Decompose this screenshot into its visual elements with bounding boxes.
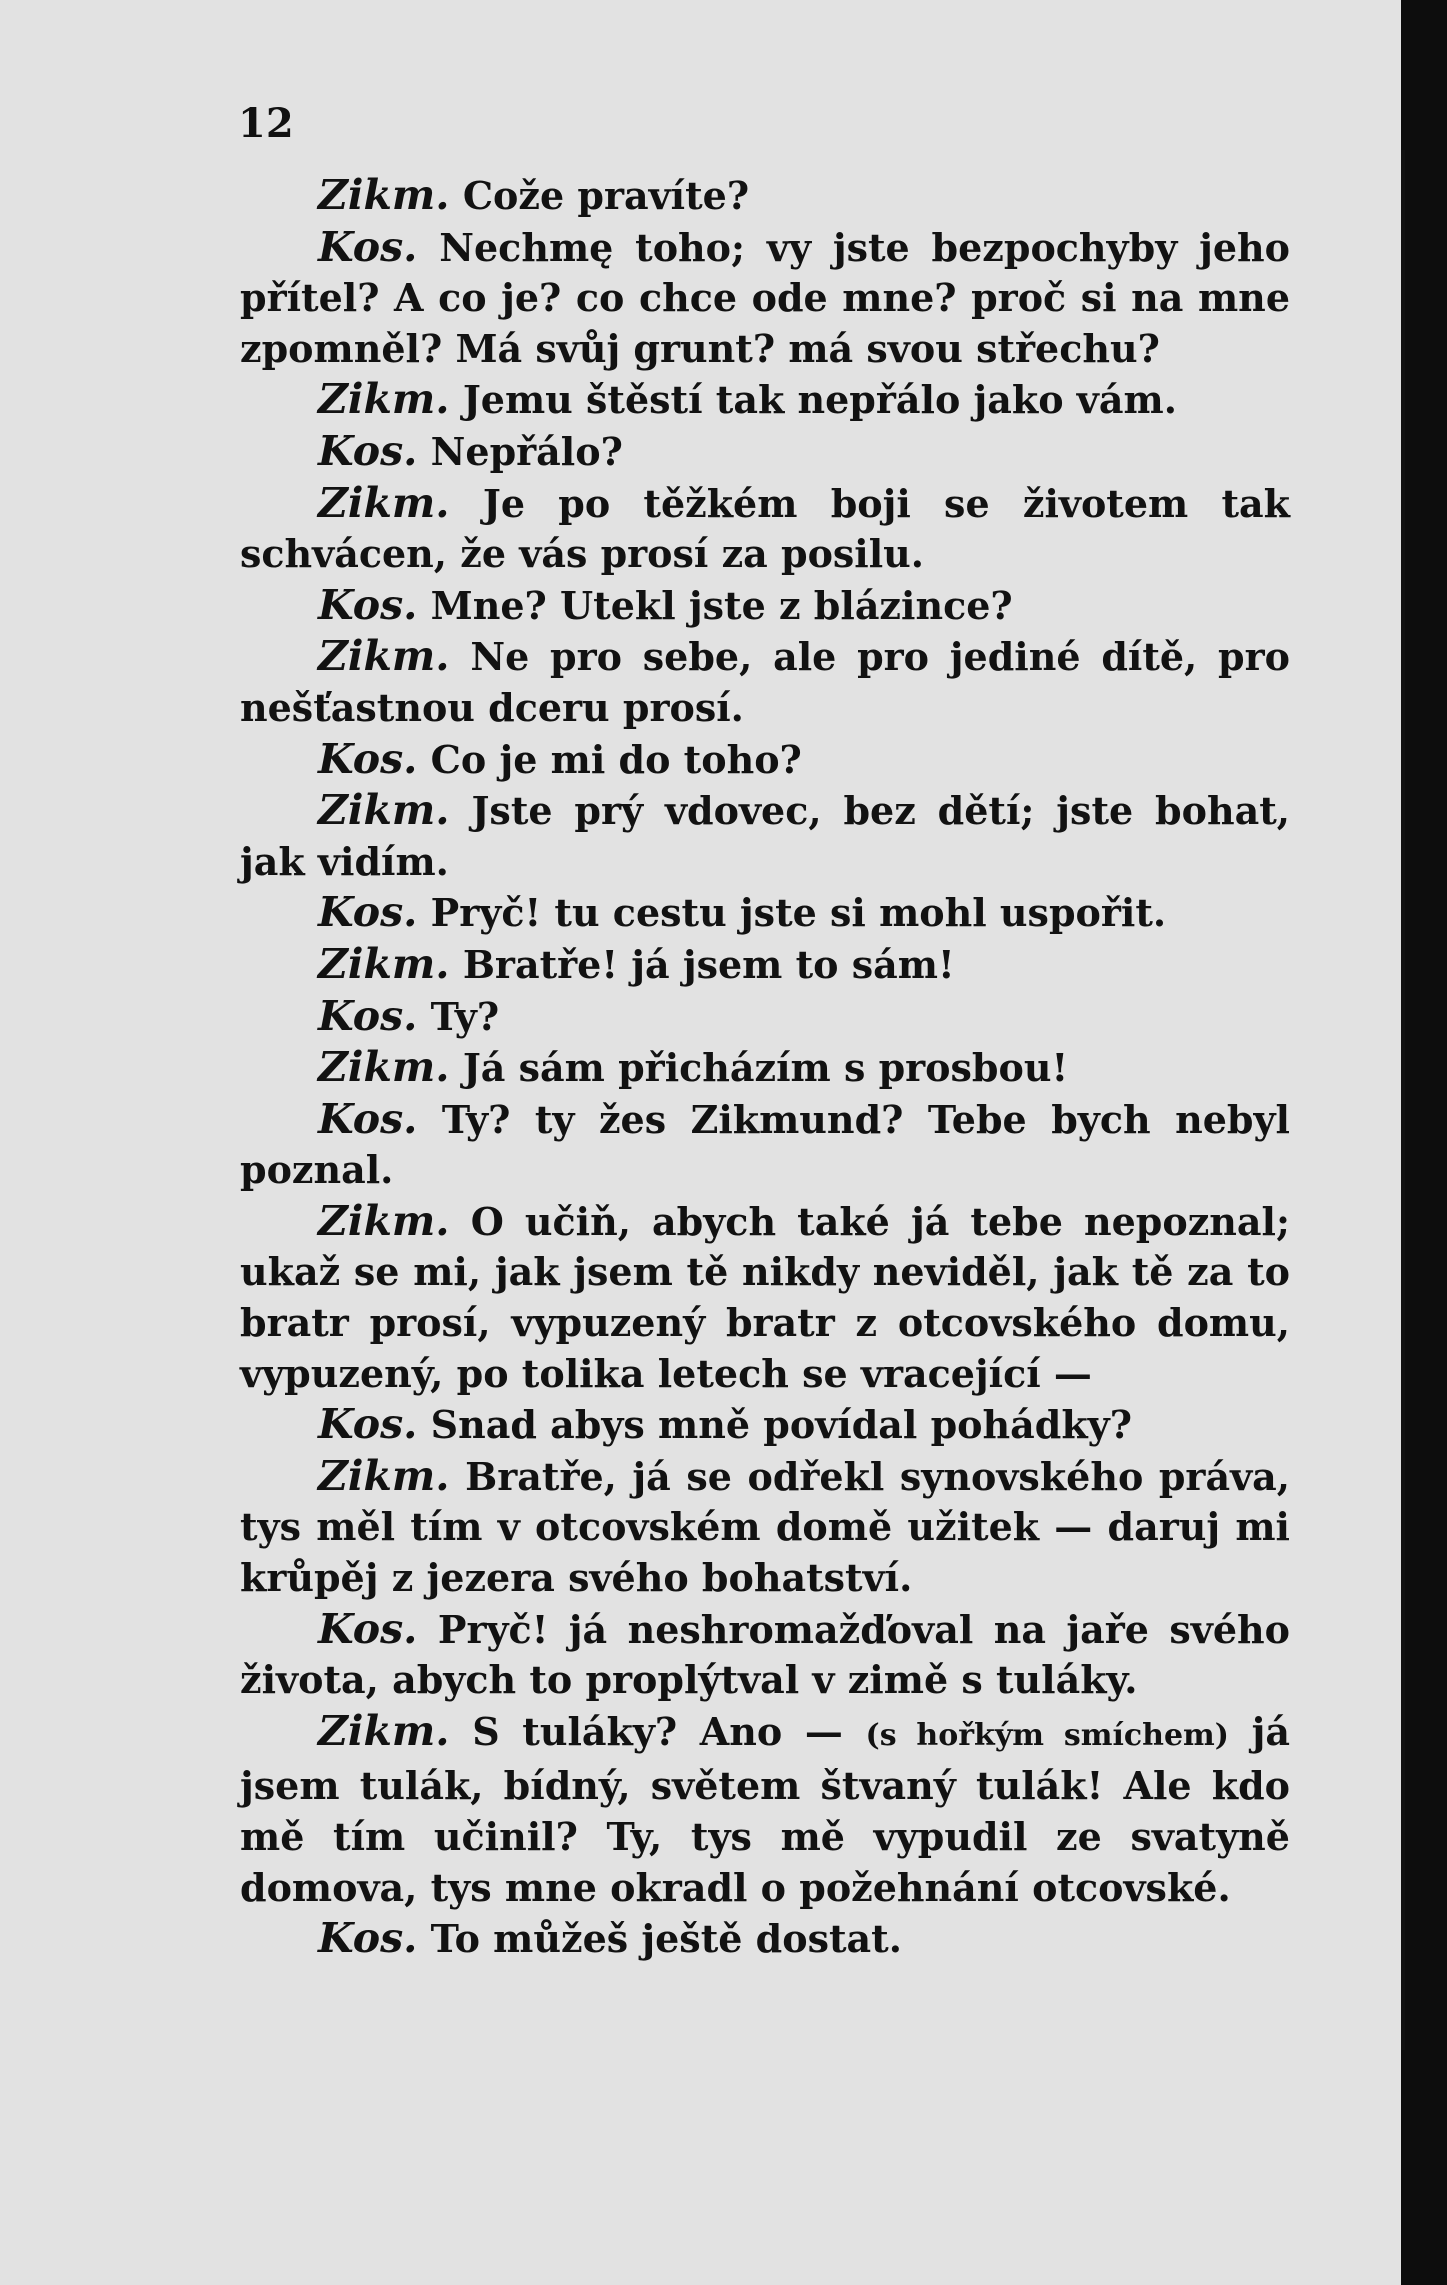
speaker-name: Zikm.	[318, 939, 450, 988]
dialogue-line	[240, 1913, 1290, 1965]
line-text: Bratře, já se odřekl synovského práva, tys měl tím v otcovském domě užitek — daruj mi krůpěj z jezera svého bohatství.	[240, 1453, 1290, 1601]
dialogue-line	[240, 1196, 1290, 1399]
speaker-name: Zikm.	[318, 632, 450, 681]
line-text: Pryč! tu cestu jste si mohl uspořit.	[430, 890, 1167, 936]
line-text: Cože pravíte?	[462, 173, 750, 218]
dialogue-line	[240, 1604, 1290, 1706]
dialogue-line	[240, 426, 1290, 478]
dialogue-line	[240, 1706, 1290, 1913]
page-number: 12	[238, 100, 294, 147]
speaker-name: Zikm.	[318, 1706, 450, 1755]
speaker-name: Zikm.	[318, 786, 450, 835]
line-text: já jsem tulák, bídný, světem štvaný tulák! Ale kdo mě tím učinil? Ty, tys mě vypudil ze svatyně domova, tys mne okradl o požehnání otcovské.	[240, 1708, 1290, 1910]
speaker-name: Zikm.	[318, 1196, 450, 1245]
speaker-name: Kos.	[318, 580, 418, 629]
line-text: Co je mi do toho?	[430, 736, 802, 782]
dialogue-line	[240, 478, 1290, 580]
dialogue-line	[240, 1094, 1290, 1196]
dialogue-line	[240, 222, 1290, 375]
line-text: Ne pro sebe, ale pro jediné dítě, pro nešťastnou dceru prosí.	[240, 634, 1290, 730]
speaker-name: Kos.	[318, 1914, 418, 1963]
line-text: Je po těžkém boji se životem tak schvácen, že vás prosí za posilu.	[240, 480, 1291, 577]
dialogue-line	[240, 734, 1290, 786]
speaker-name: Kos.	[318, 991, 418, 1040]
line-text: Bratře! já jsem to sám!	[462, 941, 955, 987]
line-text: Jste prý vdovec, bez dětí; jste bohat, jak vidím.	[240, 788, 1290, 884]
speaker-name: Zikm.	[318, 171, 450, 219]
speaker-name: Kos.	[318, 734, 418, 783]
dialogue-line	[240, 580, 1290, 632]
line-text: Pryč! já neshromažďoval na jaře svého života, abych to proplýtval v zimě s tuláky.	[240, 1606, 1290, 1703]
page-edge-line	[1401, 150, 1405, 2050]
dialogue-line	[240, 1042, 1290, 1094]
speaker-name: Kos.	[318, 1604, 418, 1653]
line-text: Jemu štěstí tak nepřálo jako vám.	[462, 377, 1177, 423]
dialogue-line	[240, 887, 1290, 939]
dialogue-text	[240, 170, 1290, 1965]
line-text: Ty? ty žes Zikmund? Tebe bych nebyl poznal.	[240, 1096, 1290, 1193]
dialogue-line	[240, 170, 1290, 222]
speaker-name: Kos.	[318, 426, 418, 475]
dialogue-line	[240, 991, 1290, 1043]
line-text: O učiň, abych také já tebe nepoznal; ukaž se mi, jak jsem tě nikdy neviděl, jak tě za to bratr prosí, vypuzený bratr z otcovského domu, vypuzený, po tolika letech se vracející —	[240, 1198, 1291, 1396]
speaker-name: Kos.	[318, 888, 418, 937]
line-text: Ty?	[430, 993, 500, 1039]
dialogue-line	[240, 785, 1290, 887]
page-edge-shadow	[1401, 0, 1447, 2285]
stage-direction: (s hořkým smíchem)	[865, 1717, 1229, 1753]
line-text: To můžeš ještě dostat.	[430, 1916, 902, 1962]
speaker-name: Zikm.	[318, 1451, 450, 1500]
line-text: Mne? Utekl jste z blázince?	[430, 582, 1013, 628]
speaker-name: Kos.	[318, 1094, 418, 1143]
speaker-name: Zikm.	[318, 375, 450, 424]
dialogue-line	[240, 1451, 1290, 1604]
line-text: Já sám přicházím s prosbou!	[462, 1045, 1069, 1091]
line-text: S tuláky? Ano —	[472, 1708, 843, 1754]
dialogue-line	[240, 1399, 1290, 1451]
dialogue-line	[240, 374, 1290, 426]
line-text: Nepřálo?	[430, 428, 623, 474]
speaker-name: Kos.	[318, 222, 418, 271]
dialogue-line	[240, 939, 1290, 991]
line-text: Snad abys mně povídal pohádky?	[430, 1402, 1133, 1448]
speaker-name: Kos.	[318, 1400, 418, 1449]
speaker-name: Zikm.	[318, 478, 450, 527]
speaker-name: Zikm.	[318, 1043, 450, 1092]
dialogue-line	[240, 631, 1290, 733]
line-text: Nechmę toho; vy jste bezpochyby jeho přítel? A co je? co chce ode mne? proč si na mne zpomněl? Má svůj grunt? má svou střechu?	[240, 224, 1290, 371]
